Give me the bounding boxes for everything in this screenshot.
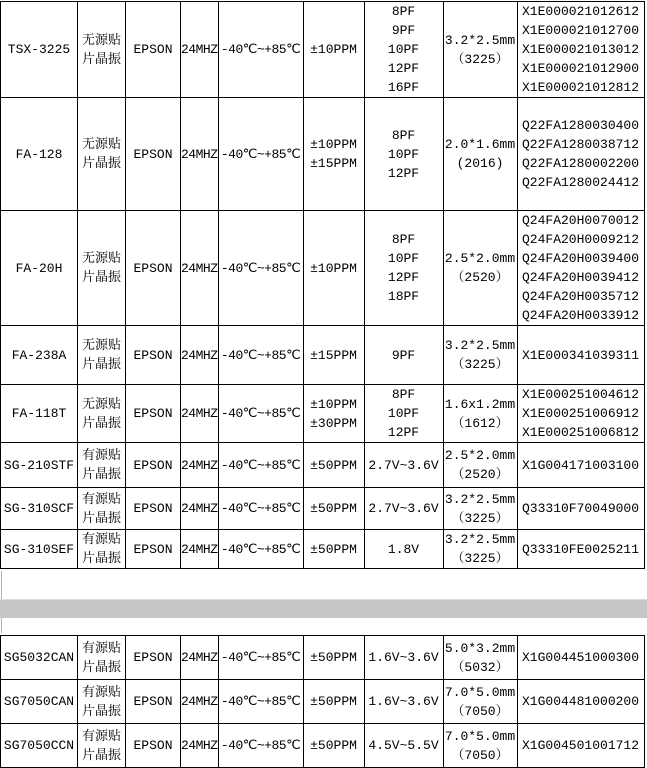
- cell-load-or-voltage: [364, 530, 443, 569]
- cell-line: SG7050CCN: [3, 738, 75, 753]
- cell-line: FA-118T: [11, 406, 67, 421]
- cell-line: ±30PPM: [310, 415, 357, 431]
- cell-line: 10PF: [387, 251, 420, 266]
- cell-line: 12PF: [387, 61, 420, 76]
- cell-line: -40℃~+85℃: [220, 347, 301, 363]
- cell-line: （5032）: [451, 659, 509, 675]
- cell-frequency: [181, 488, 219, 530]
- table-row: [1, 724, 645, 768]
- cell-load-or-voltage: [364, 98, 443, 211]
- cell-line: 24MHZ: [181, 260, 218, 276]
- cell-line: ±50PPM: [310, 501, 357, 516]
- cell-line: 7.0*5.0mm: [444, 684, 516, 700]
- cell-line: 12PF: [387, 165, 420, 181]
- cell-frequency: [181, 636, 219, 680]
- cell-size: [443, 2, 517, 98]
- cell-size: [443, 98, 517, 211]
- separator-left-tick-bottom: [1, 618, 2, 633]
- cell-type: [78, 530, 126, 569]
- cell-line: -40℃~+85℃: [220, 738, 301, 753]
- cell-line: X1E000341039311: [522, 347, 640, 363]
- cell-line: （3225）: [451, 551, 509, 566]
- cell-temp-range: [218, 443, 303, 488]
- cell-line: 10PF: [387, 146, 420, 162]
- cell-line: 1.6V~3.6V: [368, 650, 439, 665]
- cell-line: Q22FA1280002200: [522, 156, 640, 171]
- cell-line: X1G004171003100: [522, 457, 640, 473]
- table-row: [1, 636, 645, 680]
- cell-brand: [126, 680, 181, 724]
- cell-model: [1, 724, 78, 768]
- cell-line: EPSON: [133, 541, 173, 557]
- cell-stability: [303, 443, 364, 488]
- cell-part-numbers: [517, 488, 644, 530]
- cell-model: [1, 636, 78, 680]
- cell-model: [1, 488, 78, 530]
- cell-part-numbers: [517, 211, 644, 326]
- cell-line: 5.0*3.2mm: [444, 640, 516, 656]
- cell-line: EPSON: [133, 694, 173, 709]
- cell-line: ±10PPM: [310, 396, 357, 412]
- cell-line: （3225）: [451, 510, 509, 526]
- cell-line: 24MHZ: [181, 457, 218, 473]
- cell-brand: [126, 724, 181, 768]
- cell-line: 片晶振: [81, 510, 121, 526]
- cell-line: ±10PPM: [310, 260, 357, 276]
- cell-line: 18PF: [387, 289, 420, 304]
- cell-line: 3.2*2.5mm: [444, 532, 516, 547]
- cell-line: 无源贴: [81, 338, 121, 353]
- table-row: [1, 488, 645, 530]
- cell-temp-range: [218, 98, 303, 211]
- cell-stability: [303, 724, 364, 768]
- cell-temp-range: [218, 530, 303, 569]
- cell-line: -40℃~+85℃: [220, 260, 301, 276]
- cell-line: EPSON: [133, 42, 173, 57]
- cell-type: [78, 488, 126, 530]
- cell-line: 3.2*2.5mm: [444, 32, 516, 48]
- cell-line: EPSON: [133, 738, 173, 753]
- cell-brand: [126, 488, 181, 530]
- cell-line: 片晶振: [81, 357, 121, 372]
- cell-load-or-voltage: [364, 211, 443, 326]
- cell-type: [78, 680, 126, 724]
- cell-load-or-voltage: [364, 636, 443, 680]
- cell-brand: [126, 98, 181, 211]
- cell-load-or-voltage: [364, 2, 443, 98]
- cell-line: 有源贴: [81, 491, 121, 507]
- cell-model: [1, 443, 78, 488]
- cell-load-or-voltage: [364, 488, 443, 530]
- cell-line: X1E000021012612: [522, 4, 640, 19]
- cell-stability: [303, 385, 364, 443]
- cell-frequency: [181, 530, 219, 569]
- cell-line: ±50PPM: [310, 738, 357, 753]
- cell-line: SG7050CAN: [3, 694, 75, 709]
- cell-temp-range: [218, 2, 303, 98]
- cell-model: [1, 211, 78, 326]
- cell-line: SG5032CAN: [3, 650, 75, 665]
- cell-type: [78, 443, 126, 488]
- cell-line: 24MHZ: [181, 650, 218, 665]
- cell-frequency: [181, 98, 219, 211]
- cell-line: Q24FA20H0070012: [522, 213, 640, 228]
- page: [0, 1, 647, 763]
- cell-line: Q24FA20H0039412: [522, 270, 640, 285]
- cell-size: [443, 636, 517, 680]
- cell-line: 片晶振: [81, 415, 121, 431]
- cell-line: Q22FA1280038712: [522, 137, 640, 152]
- table-row: [1, 443, 645, 488]
- cell-line: 2.7V~3.6V: [368, 501, 439, 516]
- cell-line: 片晶振: [81, 747, 121, 763]
- cell-line: Q24FA20H0039400: [522, 251, 640, 266]
- cell-line: （1612）: [451, 415, 509, 431]
- cell-line: Q24FA20H0035712: [522, 289, 640, 304]
- cell-line: -40℃~+85℃: [220, 406, 301, 421]
- cell-line: X1E000251006812: [522, 425, 640, 440]
- cell-line: X1E000021012900: [522, 61, 640, 76]
- cell-frequency: [181, 326, 219, 385]
- cell-line: （3225）: [451, 51, 509, 67]
- cell-line: 8PF: [391, 387, 416, 402]
- cell-line: X1E000021012700: [522, 23, 640, 38]
- cell-line: 3.2*2.5mm: [444, 491, 516, 507]
- cell-line: 24MHZ: [181, 541, 218, 557]
- cell-size: [443, 724, 517, 768]
- cell-line: 12PF: [387, 425, 420, 440]
- cell-temp-range: [218, 385, 303, 443]
- cell-line: 16PF: [387, 80, 420, 95]
- cell-line: 9PF: [391, 347, 416, 363]
- cell-line: 有源贴: [81, 532, 121, 547]
- cell-brand: [126, 636, 181, 680]
- cell-line: X1E000251004612: [522, 387, 640, 402]
- cell-line: -40℃~+85℃: [220, 541, 301, 557]
- cell-size: [443, 326, 517, 385]
- cell-line: FA-20H: [15, 260, 63, 276]
- cell-line: （2520）: [451, 467, 509, 482]
- cell-line: SG-310SEF: [3, 541, 75, 557]
- cell-line: 8PF: [391, 127, 416, 143]
- table-row: [1, 211, 645, 326]
- cell-brand: [126, 326, 181, 385]
- cell-temp-range: [218, 636, 303, 680]
- cell-model: [1, 2, 78, 98]
- cell-part-numbers: [517, 530, 644, 569]
- cell-line: 2.5*2.0mm: [444, 251, 516, 266]
- table-row: [1, 2, 645, 98]
- cell-line: EPSON: [133, 501, 173, 516]
- separator-left-tick-top: [1, 571, 2, 599]
- cell-line: Q22FA1280024412: [522, 175, 640, 190]
- cell-line: ±50PPM: [310, 694, 357, 709]
- cell-line: 1.8V: [387, 541, 420, 557]
- cell-line: （7050）: [451, 703, 509, 719]
- cell-line: Q24FA20H0033912: [522, 308, 640, 323]
- cell-stability: [303, 680, 364, 724]
- cell-line: 2.5*2.0mm: [444, 448, 516, 463]
- cell-line: 片晶振: [81, 51, 121, 67]
- cell-frequency: [181, 385, 219, 443]
- cell-line: ±50PPM: [310, 650, 357, 665]
- cell-line: X1G004501001712: [522, 738, 640, 753]
- cell-line: 2.0*1.6mm: [444, 137, 516, 152]
- cell-line: 7.0*5.0mm: [444, 728, 516, 744]
- cell-line: -40℃~+85℃: [220, 457, 301, 473]
- cell-line: 3.2*2.5mm: [444, 338, 516, 353]
- cell-temp-range: [218, 211, 303, 326]
- cell-line: SG-210STF: [3, 457, 75, 473]
- cell-line: (2016): [456, 156, 504, 171]
- cell-line: EPSON: [133, 260, 173, 276]
- cell-line: 无源贴: [81, 137, 121, 152]
- cell-line: （2520）: [451, 270, 509, 285]
- cell-stability: [303, 488, 364, 530]
- cell-brand: [126, 2, 181, 98]
- cell-size: [443, 211, 517, 326]
- cell-line: Q33310F70049000: [522, 501, 640, 516]
- cell-temp-range: [218, 680, 303, 724]
- cell-line: 10PF: [387, 406, 420, 421]
- cell-line: TSX-3225: [7, 42, 71, 57]
- cell-line: EPSON: [133, 406, 173, 421]
- cell-frequency: [181, 443, 219, 488]
- cell-line: ±50PPM: [310, 541, 357, 557]
- cell-line: 有源贴: [81, 728, 121, 744]
- cell-line: 片晶振: [81, 467, 121, 482]
- cell-line: ±50PPM: [310, 457, 357, 473]
- cell-frequency: [181, 2, 219, 98]
- cell-line: 无源贴: [81, 396, 121, 412]
- cell-line: 片晶振: [81, 270, 121, 285]
- cell-part-numbers: [517, 636, 644, 680]
- cell-line: Q24FA20H0009212: [522, 232, 640, 247]
- cell-line: 24MHZ: [181, 501, 218, 516]
- cell-type: [78, 326, 126, 385]
- cell-stability: [303, 636, 364, 680]
- cell-type: [78, 211, 126, 326]
- cell-line: 9PF: [391, 23, 416, 38]
- cell-line: EPSON: [133, 457, 173, 473]
- cell-line: 8PF: [391, 232, 416, 247]
- cell-line: -40℃~+85℃: [220, 42, 301, 57]
- cell-line: 无源贴: [81, 32, 121, 48]
- cell-line: -40℃~+85℃: [220, 694, 301, 709]
- cell-brand: [126, 211, 181, 326]
- cell-line: EPSON: [133, 146, 173, 162]
- cell-size: [443, 488, 517, 530]
- cell-temp-range: [218, 724, 303, 768]
- cell-line: 2.7V~3.6V: [368, 457, 439, 473]
- cell-model: [1, 326, 78, 385]
- cell-load-or-voltage: [364, 680, 443, 724]
- cell-line: 4.5V~5.5V: [368, 738, 439, 753]
- cell-line: （7050）: [451, 747, 509, 763]
- cell-line: 24MHZ: [181, 694, 218, 709]
- cell-line: FA-128: [15, 146, 63, 162]
- cell-line: ±15PPM: [310, 156, 357, 171]
- cell-type: [78, 98, 126, 211]
- table-row: [1, 385, 645, 443]
- cell-line: 24MHZ: [181, 146, 218, 162]
- cell-stability: [303, 326, 364, 385]
- cell-line: 无源贴: [81, 251, 121, 266]
- cell-line: 片晶振: [81, 551, 121, 566]
- cell-load-or-voltage: [364, 326, 443, 385]
- cell-brand: [126, 385, 181, 443]
- cell-size: [443, 680, 517, 724]
- cell-part-numbers: [517, 385, 644, 443]
- cell-line: FA-238A: [11, 347, 67, 363]
- cell-stability: [303, 98, 364, 211]
- separator-band: [0, 599, 647, 618]
- table-row: [1, 680, 645, 724]
- cell-line: X1G004451000300: [522, 650, 640, 665]
- cell-model: [1, 98, 78, 211]
- cell-line: Q22FA1280030400: [522, 118, 640, 133]
- cell-line: ±10PPM: [310, 137, 357, 152]
- cell-line: 片晶振: [81, 659, 121, 675]
- cell-line: 1.6V~3.6V: [368, 694, 439, 709]
- cell-line: X1G004481000200: [522, 694, 640, 709]
- cell-frequency: [181, 724, 219, 768]
- cell-line: -40℃~+85℃: [220, 501, 301, 516]
- cell-stability: [303, 2, 364, 98]
- cell-line: -40℃~+85℃: [220, 146, 301, 162]
- cell-line: 24MHZ: [181, 42, 218, 57]
- cell-model: [1, 680, 78, 724]
- cell-brand: [126, 530, 181, 569]
- table-row: [1, 326, 645, 385]
- table-row: [1, 98, 645, 211]
- cell-part-numbers: [517, 724, 644, 768]
- cell-line: X1E000021013012: [522, 42, 640, 57]
- cell-line: 24MHZ: [181, 738, 218, 753]
- cell-line: 有源贴: [81, 684, 121, 700]
- cell-type: [78, 636, 126, 680]
- cell-type: [78, 724, 126, 768]
- cell-size: [443, 385, 517, 443]
- cell-size: [443, 530, 517, 569]
- cell-line: X1E000021012812: [522, 80, 640, 95]
- cell-frequency: [181, 211, 219, 326]
- cell-frequency: [181, 680, 219, 724]
- cell-part-numbers: [517, 98, 644, 211]
- cell-line: 24MHZ: [181, 347, 218, 363]
- cell-line: 8PF: [391, 4, 416, 19]
- cell-load-or-voltage: [364, 385, 443, 443]
- table-separator: [0, 569, 647, 635]
- cell-line: 片晶振: [81, 156, 121, 171]
- cell-type: [78, 385, 126, 443]
- cell-line: X1E000251006912: [522, 406, 640, 421]
- cell-line: 片晶振: [81, 703, 121, 719]
- cell-temp-range: [218, 326, 303, 385]
- cell-line: SG-310SCF: [3, 501, 75, 516]
- cell-load-or-voltage: [364, 724, 443, 768]
- cell-part-numbers: [517, 326, 644, 385]
- cell-part-numbers: [517, 2, 644, 98]
- spec-table-lower: [0, 635, 645, 768]
- cell-line: Q33310FE0025211: [522, 541, 640, 557]
- cell-model: [1, 385, 78, 443]
- cell-stability: [303, 530, 364, 569]
- cell-load-or-voltage: [364, 443, 443, 488]
- cell-temp-range: [218, 488, 303, 530]
- table-row: [1, 530, 645, 569]
- cell-line: ±15PPM: [310, 347, 357, 363]
- cell-line: 有源贴: [81, 640, 121, 656]
- cell-line: 1.6x1.2mm: [444, 396, 516, 412]
- cell-size: [443, 443, 517, 488]
- cell-line: （3225）: [451, 357, 509, 372]
- cell-line: 10PF: [387, 42, 420, 57]
- cell-line: EPSON: [133, 347, 173, 363]
- cell-line: EPSON: [133, 650, 173, 665]
- cell-brand: [126, 443, 181, 488]
- cell-stability: [303, 211, 364, 326]
- cell-model: [1, 530, 78, 569]
- cell-type: [78, 2, 126, 98]
- cell-part-numbers: [517, 443, 644, 488]
- cell-part-numbers: [517, 680, 644, 724]
- cell-line: 12PF: [387, 270, 420, 285]
- cell-line: ±10PPM: [310, 42, 357, 57]
- cell-line: -40℃~+85℃: [220, 650, 301, 665]
- spec-table-upper: [0, 1, 645, 569]
- cell-line: 有源贴: [81, 448, 121, 463]
- cell-line: 24MHZ: [181, 406, 218, 421]
